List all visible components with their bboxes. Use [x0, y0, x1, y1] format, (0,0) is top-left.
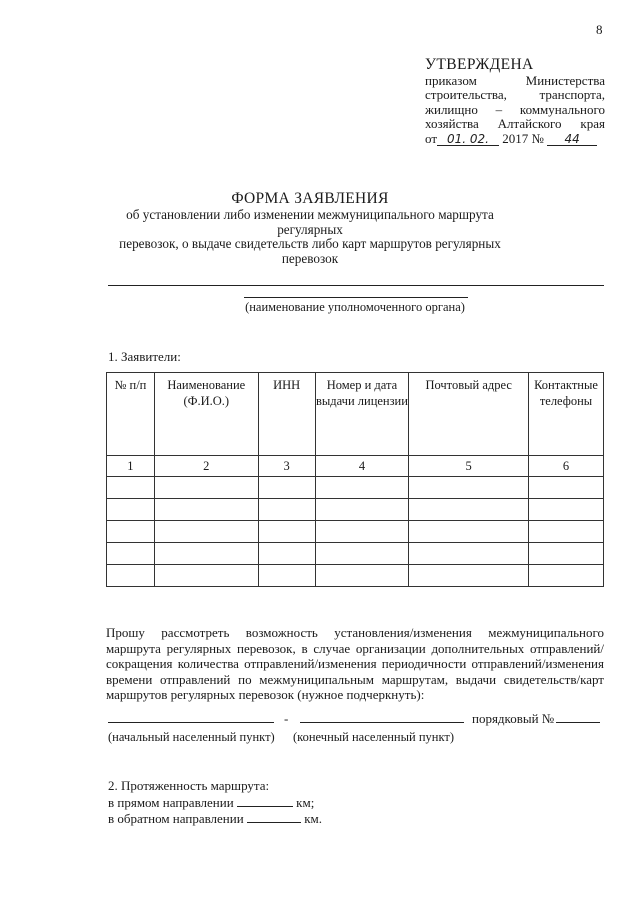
table-cell[interactable] — [529, 477, 604, 499]
table-cell[interactable] — [154, 543, 258, 565]
table-row — [107, 477, 604, 499]
table-cell[interactable] — [107, 477, 155, 499]
approval-line-4: хозяйства Алтайского края — [425, 116, 605, 131]
table-cell[interactable] — [315, 499, 409, 521]
table-cell[interactable] — [529, 565, 604, 587]
forward-direction-line — [108, 794, 314, 811]
table-cell[interactable] — [258, 543, 315, 565]
serial-number-label: порядковый № — [472, 711, 555, 726]
header-cell: ИНН — [258, 373, 315, 456]
approval-line-1 — [425, 74, 605, 89]
backward-unit: км. — [304, 811, 322, 826]
table-cell[interactable] — [409, 499, 529, 521]
forward-unit: км; — [296, 795, 315, 810]
approval-line-1b: Министерства — [525, 72, 605, 88]
end-settlement-caption: (конечный населенный пункт) — [293, 730, 454, 744]
authority-field-line[interactable] — [108, 285, 604, 286]
table-cell[interactable] — [409, 565, 529, 587]
column-number: 6 — [529, 456, 604, 477]
table-cell[interactable] — [529, 499, 604, 521]
start-settlement-caption: (начальный населенный пункт) — [108, 730, 275, 744]
header-cell: Контактные телефоны — [529, 373, 604, 456]
table-cell[interactable] — [258, 477, 315, 499]
table-number-row — [107, 456, 604, 477]
table-cell[interactable] — [409, 521, 529, 543]
approval-date-line — [425, 132, 605, 147]
table-cell[interactable] — [258, 521, 315, 543]
column-number: 2 — [154, 456, 258, 477]
table-cell[interactable] — [315, 565, 409, 587]
form-subtitle — [100, 208, 520, 266]
column-number: 5 — [409, 456, 529, 477]
table-header-row — [107, 373, 604, 456]
approval-line-2: строительства, транспорта, — [425, 87, 605, 102]
form-subtitle-line-2: перевозок, о выдаче свидетельств либо карт маршрутов регулярных — [119, 236, 501, 251]
table-cell[interactable] — [154, 565, 258, 587]
authority-caption: (наименование уполномоченного органа) — [245, 300, 465, 314]
table-cell[interactable] — [315, 477, 409, 499]
backward-direction-label: в обратном направлении — [108, 811, 244, 826]
table-cell[interactable] — [107, 521, 155, 543]
serial-number-field[interactable] — [556, 722, 600, 723]
table-cell[interactable] — [107, 565, 155, 587]
header-cell: Почтовый адрес — [409, 373, 529, 456]
table-cell[interactable] — [409, 543, 529, 565]
table-cell[interactable] — [107, 543, 155, 565]
handwritten-number: 44 — [547, 133, 597, 146]
column-number: 3 — [258, 456, 315, 477]
table-row — [107, 565, 604, 587]
date-prefix: от — [425, 130, 438, 146]
route-length-label: 2. Протяженность маршрута: — [108, 778, 270, 793]
page-number: 8 — [596, 22, 603, 37]
approval-block — [425, 58, 605, 146]
column-number: 1 — [107, 456, 155, 477]
form-subtitle-line-1: об установлении либо изменении межмуниципального маршрута регулярных — [126, 207, 494, 237]
table-row — [107, 499, 604, 521]
route-dash: - — [284, 711, 289, 726]
table-cell[interactable] — [258, 499, 315, 521]
approval-line-1a: приказом — [425, 72, 477, 88]
table-row — [107, 543, 604, 565]
approval-year: 2017 № — [502, 130, 544, 146]
approval-title: УТВЕРЖДЕНА — [425, 56, 534, 73]
form-subtitle-line-3: перевозок — [281, 250, 339, 266]
header-cell: Наименование (Ф.И.О.) — [154, 373, 258, 456]
table-cell[interactable] — [529, 521, 604, 543]
table-cell[interactable] — [107, 499, 155, 521]
end-settlement-field[interactable] — [300, 722, 464, 723]
table-row — [107, 521, 604, 543]
authority-caption-line — [244, 297, 468, 298]
backward-length-field[interactable] — [247, 810, 301, 823]
forward-direction-label: в прямом направлении — [108, 795, 234, 810]
applicants-label: 1. Заявители: — [108, 349, 181, 364]
table-cell[interactable] — [315, 543, 409, 565]
table-cell[interactable] — [529, 543, 604, 565]
start-settlement-field[interactable] — [108, 722, 274, 723]
table-cell[interactable] — [315, 521, 409, 543]
table-cell[interactable] — [258, 565, 315, 587]
table-cell[interactable] — [154, 499, 258, 521]
approval-line-3: жилищно – коммунального — [425, 101, 605, 117]
forward-length-field[interactable] — [237, 794, 293, 807]
form-title: ФОРМА ЗАЯВЛЕНИЯ — [231, 190, 389, 207]
backward-direction-line — [108, 810, 322, 827]
header-cell: Номер и дата выдачи лицензии — [315, 373, 409, 456]
column-number: 4 — [315, 456, 409, 477]
table-cell[interactable] — [154, 477, 258, 499]
table-cell[interactable] — [409, 477, 529, 499]
handwritten-date: 01. 02. — [437, 133, 499, 146]
table-cell[interactable] — [154, 521, 258, 543]
header-cell: № п/п — [107, 373, 155, 456]
applicants-table — [106, 372, 604, 587]
request-paragraph: Прошу рассмотреть возможность установления/изменения межмуниципального маршрута регулярных перевозок, в случае организации дополнительных отправлений/сокращения количества отправлений/изменения периодичности отправлений/изменения времени отправлений по межмуниципальным маршрутам, выдачи свидетельств/карт маршрутов регулярных перевозок (нужное подчеркнуть): — [106, 625, 604, 702]
